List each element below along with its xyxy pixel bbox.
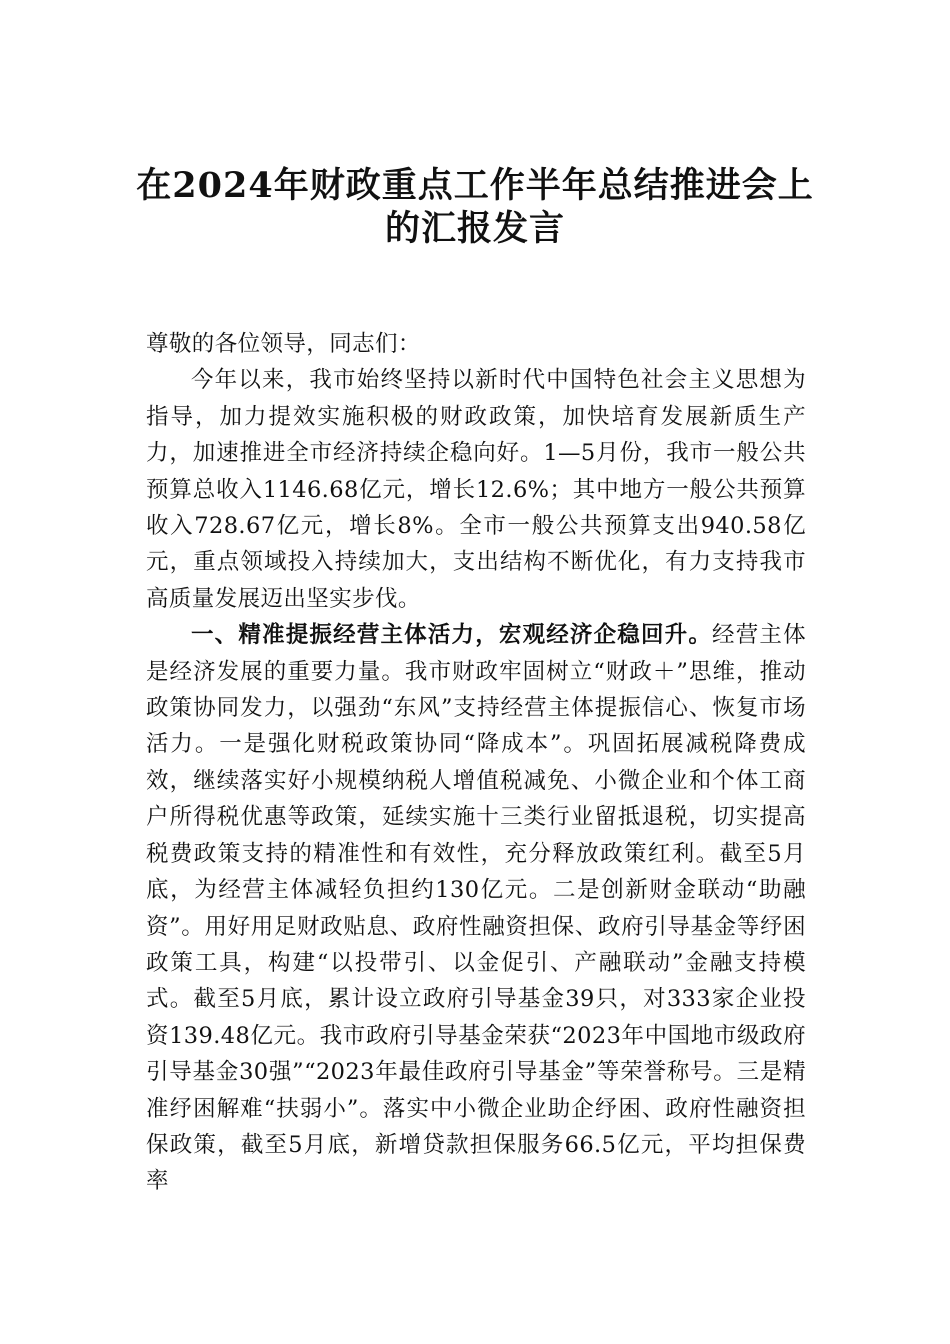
document-title-line-1: 在2024年财政重点工作半年总结推进会上 [136, 165, 814, 206]
section-1-body: 经营主体是经济发展的重要力量。我市财政牢固树立“财政＋”思维，推动政策协同发力，以强劲“东风”支持经营主体提振信心、恢复市场活力。一是强化财税政策协同“降成本”。巩固拓展减税降费成效，继续落实好小规模纳税人增值税减免、小微企业和个体工商户所得税优惠等政策，延续实施十三类行业留抵退税，切实提高税费政策支持的精准性和有效性，充分释放政策红利。截至5月底，为经营主体减轻负担约130亿元。二是创新财金联动“助融资”。用好用足财政贴息、政府性融资担保、政府引导基金等纾困政策工具，构建“以投带引、以金促引、产融联动”金融支持模式。截至5月底，累计设立政府引导基金39只，对333家企业投资139.48亿元。我市政府引导基金荣获“2023年中国地市级政府引导基金30强”“2023年最佳政府引导基金”等荣誉称号。三是精准纾困解难“扶弱小”。落实中小微企业助企纾困、政府性融资担保政策，截至5月底，新增贷款担保服务66.5亿元，平均担保费率 [146, 622, 806, 1195]
section-1-heading: 一、精准提振经营主体活力，宏观经济企稳回升。 [191, 622, 713, 649]
salutation: 尊敬的各位领导，同志们： [146, 331, 421, 357]
paragraph-section-1 [146, 617, 806, 1200]
document-body [146, 326, 806, 1200]
paragraph-intro: 今年以来，我市始终坚持以新时代中国特色社会主义思想为指导，加力提效实施积极的财政政策，加快培育发展新质生产力，加速推进全市经济持续企稳向好。1—5月份，我市一般公共预算总收入1146.68亿元，增长12.6%；其中地方一般公共预算收入728.67亿元，增长8%。全市一般公共预算支出940.58亿元，重点领域投入持续加大，支出结构不断优化，有力支持我市高质量发展迈出坚实步伐。 [146, 367, 806, 612]
document-title-line-2: 的汇报发言 [384, 208, 565, 249]
